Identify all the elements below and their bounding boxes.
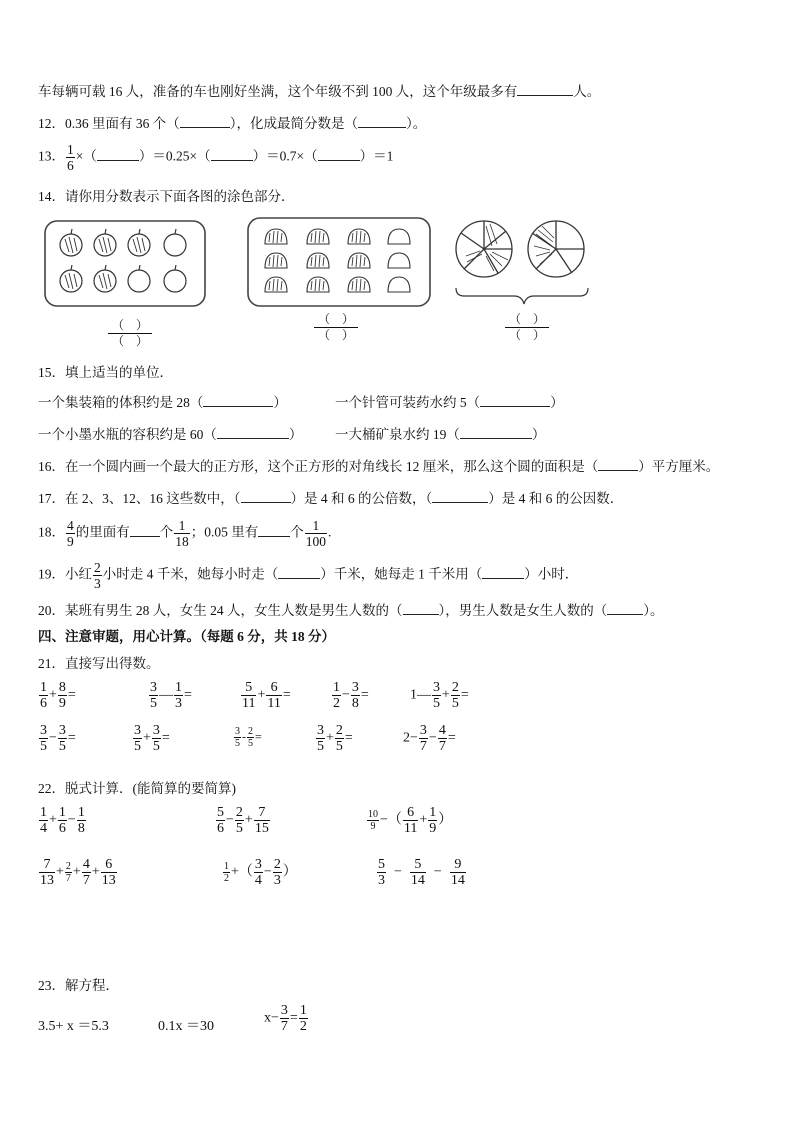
q23-eq-3: x− $\frac{3}{7}$ = $\frac{1}{2}$ bbox=[264, 1003, 307, 1034]
q21-expr-3: $\frac{5}{11}$ + $\frac{6}{11}$ = bbox=[242, 680, 291, 711]
q23-eq-2: 0.1x ＝30 bbox=[158, 1019, 214, 1034]
answer-blank[interactable] bbox=[130, 524, 160, 537]
fraction-caption-1[interactable]: （ ） （ ） bbox=[108, 318, 152, 349]
q22-expr-6: $\frac{5}{3}$ − $\frac{5}{14}$ − $\frac{9}{14}$ bbox=[378, 857, 465, 888]
q21-expr-4: $\frac{1}{2}$ − $\frac{3}{8}$ = bbox=[333, 680, 369, 711]
question-22-title: 22．脱式计算．(能简算的要简算) bbox=[38, 781, 236, 796]
answer-blank[interactable] bbox=[217, 426, 289, 439]
question-15-title: 15．填上适当的单位． bbox=[38, 365, 173, 380]
q15-item-4: 一大桶矿泉水约 19（ ） bbox=[335, 427, 546, 442]
fraction: $\frac{1}{100}$ bbox=[305, 518, 326, 549]
q21-expr-7: $\frac{3}{5}$ + $\frac{3}{5}$ = bbox=[134, 723, 170, 754]
answer-blank[interactable] bbox=[211, 148, 253, 161]
q21-expr-6: $\frac{3}{5}$ − $\frac{3}{5}$ = bbox=[40, 723, 76, 754]
question-16: 16．在一个圆内画一个最大的正方形，这个正方形的对角线长 12 厘米，那么这个圆的面积是（ ）平方厘米。 bbox=[38, 459, 720, 474]
question-12: 12．0.36 里面有 36 个（ ），化成最简分数是（ ）。 bbox=[38, 116, 427, 131]
question-17: 17．在 2、3、12、16 这些数中，（ ）是 4 和 6 的公倍数，（ ）是 4 和 6 的公因数． bbox=[38, 491, 624, 506]
q21-expr-8: $\frac{3}{5}$ - $\frac{2}{5}$ = bbox=[235, 726, 262, 749]
question-20: 20．某班有男生 28 人，女生 24 人，女生人数是男生人数的（ ），男生人数是女生人数的（ ）。 bbox=[38, 603, 664, 618]
answer-blank[interactable] bbox=[482, 566, 524, 579]
q21-expr-5: 1— $\frac{3}{5}$ + $\frac{2}{5}$ = bbox=[410, 680, 469, 711]
fraction-caption-2[interactable]: （ ） （ ） bbox=[314, 312, 358, 343]
fraction: $\frac{1}{6}$ bbox=[67, 142, 74, 173]
answer-blank[interactable] bbox=[97, 148, 139, 161]
answer-blank[interactable] bbox=[358, 115, 406, 128]
section-4-heading: 四、注意审题，用心计算。（每题 6 分，共 18 分） bbox=[38, 629, 335, 644]
q21-expr-2: $\frac{3}{5}$ — $\frac{1}{3}$ = bbox=[150, 680, 192, 711]
q11-tail: 车每辆可载 16 人，准备的车也刚好坐满，这个年级不到 100 人，这个年级最多有 人。 bbox=[38, 84, 601, 99]
question-14: 14．请你用分数表示下面各图的涂色部分． bbox=[38, 189, 295, 204]
answer-blank[interactable] bbox=[517, 83, 573, 96]
q22-expr-4: $\frac{7}{13}$ + $\frac{2}{7}$ + $\frac{4}{7}$ + $\frac{6}{13}$ bbox=[40, 857, 116, 888]
answer-blank[interactable] bbox=[598, 458, 638, 471]
q22-expr-2: $\frac{5}{6}$ − $\frac{2}{5}$ + $\frac{7}{15}$ bbox=[217, 805, 269, 836]
peach-box-figure bbox=[246, 216, 432, 308]
answer-blank[interactable] bbox=[607, 602, 643, 615]
answer-blank[interactable] bbox=[460, 426, 532, 439]
answer-blank[interactable] bbox=[480, 394, 550, 407]
fraction: $\frac{1}{18}$ bbox=[175, 518, 189, 549]
question-13: 13． $\frac{1}{6}$ ×（ ）＝0.25×（ ）＝0.7×（ ）＝1 bbox=[38, 142, 394, 173]
q22-expr-5: $\frac{1}{2}$ +（ $\frac{3}{4}$ − $\frac{2}{3}$ ） bbox=[224, 857, 297, 888]
q15-item-2: 一个针管可装药水约 5（ ） bbox=[335, 395, 564, 410]
q21-expr-9: $\frac{3}{5}$ + $\frac{2}{5}$ = bbox=[317, 723, 353, 754]
circles-figure bbox=[452, 216, 592, 308]
answer-blank[interactable] bbox=[258, 524, 290, 537]
answer-blank[interactable] bbox=[203, 394, 273, 407]
q15-item-1: 一个集装箱的体积约是 28（ ） bbox=[38, 395, 287, 410]
question-23-title: 23．解方程． bbox=[38, 978, 119, 993]
answer-blank[interactable] bbox=[403, 602, 439, 615]
q22-expr-3: $\frac{10}{9}$ −（ $\frac{6}{11}$ + $\frac{1}{9}$ ） bbox=[368, 805, 453, 836]
apple-box-figure bbox=[43, 219, 208, 309]
answer-blank[interactable] bbox=[318, 148, 360, 161]
answer-blank[interactable] bbox=[278, 566, 320, 579]
question-19: 19．小红 $\frac{2}{3}$ 小时走 4 千米，她每小时走（ ）千米，她每走 1 千米用（ ）小时． bbox=[38, 560, 579, 591]
q21-expr-10: 2− $\frac{3}{7}$ − $\frac{4}{7}$ = bbox=[403, 723, 456, 754]
q21-expr-1: $\frac{1}{6}$ + $\frac{8}{9}$ = bbox=[40, 680, 76, 711]
answer-blank[interactable] bbox=[241, 490, 291, 503]
fraction-caption-3[interactable]: （ ） （ ） bbox=[505, 312, 549, 343]
answer-blank[interactable] bbox=[432, 490, 488, 503]
question-21-title: 21．直接写出得数。 bbox=[38, 656, 160, 671]
q22-expr-1: $\frac{1}{4}$ + $\frac{1}{6}$ − $\frac{1}{8}$ bbox=[40, 805, 85, 836]
question-18: 18． $\frac{4}{9}$ 的里面有 个 $\frac{1}{18}$ ；0.05 里有 个 $\frac{1}{100}$ . bbox=[38, 518, 332, 549]
fraction: $\frac{2}{3}$ bbox=[94, 560, 101, 591]
q23-eq-1: 3.5+ x ＝5.3 bbox=[38, 1019, 109, 1034]
answer-blank[interactable] bbox=[180, 115, 230, 128]
fraction: $\frac{4}{9}$ bbox=[67, 518, 74, 549]
q15-item-3: 一个小墨水瓶的容积约是 60（ ） bbox=[38, 427, 303, 442]
